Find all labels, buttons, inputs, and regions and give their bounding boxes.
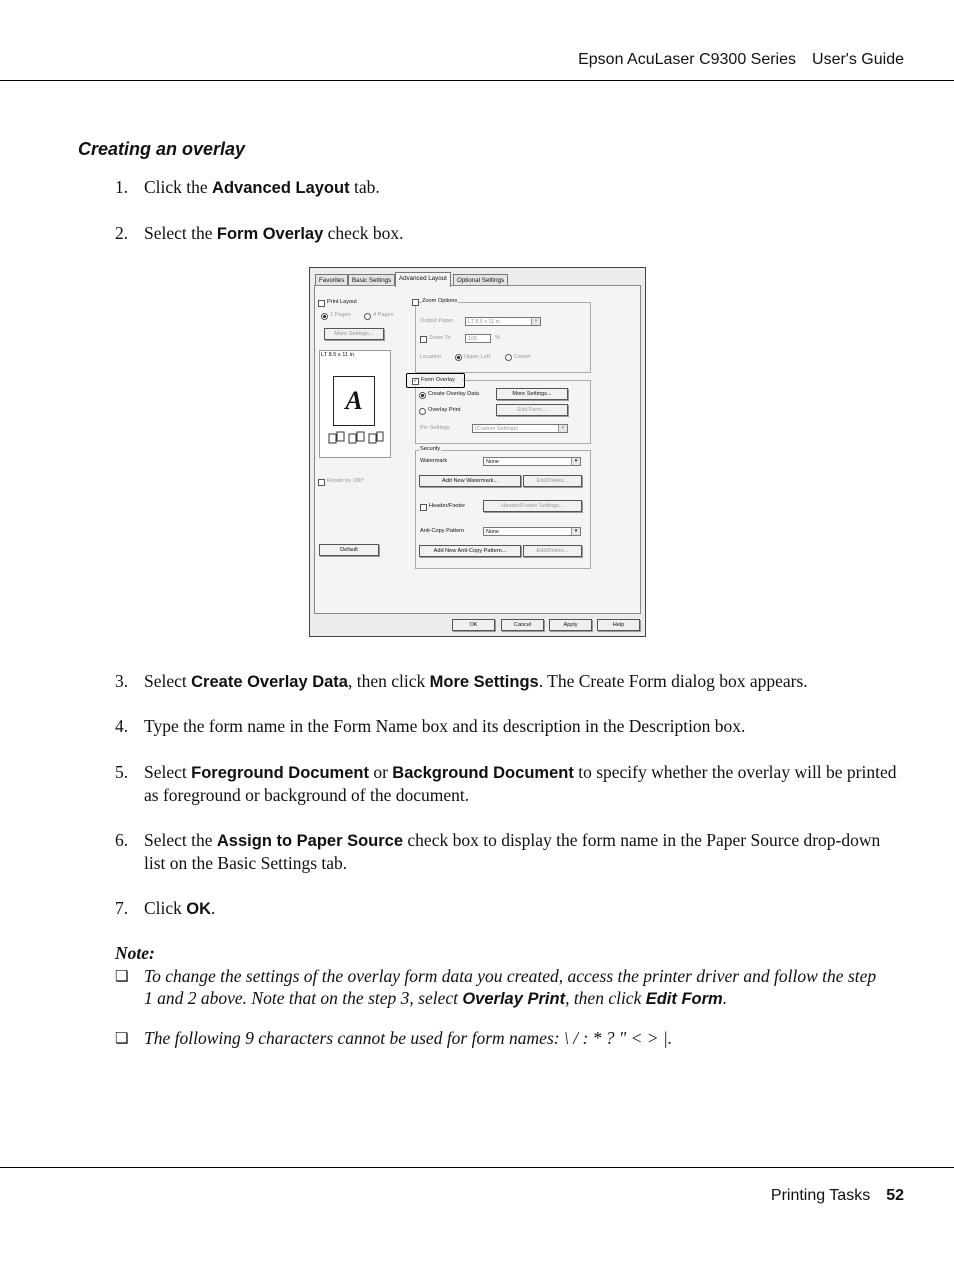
footer-section: Printing Tasks — [770, 1187, 871, 1204]
step-text: Select — [144, 762, 192, 782]
pin-settings-value: (Custom Settings) — [475, 426, 519, 432]
checkbox-bullet-icon: ❏ — [115, 967, 129, 985]
cancel-button[interactable]: Cancel — [501, 619, 544, 631]
step-number: 3. — [115, 671, 129, 691]
zoom-unit: % — [495, 335, 500, 341]
note-text: The following 9 characters cannot be used for form names: \ / : * ? " < > |. — [144, 1028, 673, 1048]
step-text: or — [368, 762, 393, 782]
edit-form-button[interactable]: Edit Form... — [496, 404, 568, 416]
step-text: , then click — [347, 671, 430, 691]
page-number: 52 — [886, 1187, 904, 1204]
note-bullet-2 — [115, 1027, 880, 1049]
step-5 — [115, 761, 905, 806]
step-number: 4. — [115, 716, 129, 736]
security-label: Security — [420, 446, 441, 452]
step-keyword: Form Overlay — [216, 225, 324, 243]
step-text: Select the — [144, 223, 217, 243]
output-paper-label: Output Paper — [420, 318, 454, 324]
tab-favorites[interactable]: Favorites — [315, 274, 348, 286]
more-settings-button[interactable]: More Settings... — [496, 388, 568, 400]
two-pages-radio[interactable] — [321, 313, 328, 320]
advanced-layout-dialog — [309, 267, 646, 637]
step-text: to specify whether the overlay will be printed as foreground or background of the document. — [144, 762, 897, 805]
step-text: Click the — [144, 177, 213, 197]
footer-rule — [0, 1167, 954, 1168]
header-product: Epson AcuLaser C9300 Series — [578, 51, 797, 68]
step-number: 1. — [115, 177, 129, 197]
zoom-options-checkbox[interactable] — [412, 299, 419, 306]
step-keyword: Background Document — [392, 764, 574, 782]
zoom-to-checkbox[interactable] — [420, 336, 427, 343]
header-footer-label: Header/Footer — [429, 503, 466, 509]
note-bullet-1 — [115, 965, 880, 1010]
header-footer-checkbox[interactable] — [420, 504, 427, 511]
step-keyword: OK — [186, 900, 212, 918]
step-keyword: Assign to Paper Source — [216, 832, 404, 850]
step-text: check box to display the form name in the Paper Source drop-down list on the Basic Settings tab. — [144, 830, 881, 873]
paper-preview — [319, 350, 391, 458]
step-keyword: Advanced Layout — [212, 179, 350, 197]
print-layout-checkbox[interactable] — [318, 300, 325, 307]
running-header — [578, 51, 904, 69]
step-number: 6. — [115, 830, 129, 850]
note-text: . — [722, 988, 728, 1008]
step-text: tab. — [349, 177, 380, 197]
apply-button[interactable]: Apply — [549, 619, 592, 631]
zoom-to-label: Zoom To — [429, 335, 451, 341]
anti-copy-edit-delete-button[interactable]: Edit/Delete... — [523, 545, 582, 557]
center-radio[interactable] — [505, 354, 512, 361]
header-rule — [0, 80, 954, 81]
dropdown-arrow-icon: ▾ — [558, 425, 567, 432]
layout-more-settings-button[interactable]: More Settings... — [324, 328, 384, 340]
note-text: , then click — [565, 988, 646, 1008]
anti-copy-value: None — [486, 529, 499, 535]
ok-button[interactable]: OK — [452, 619, 495, 631]
step-3 — [115, 670, 905, 693]
upper-left-radio[interactable] — [455, 354, 462, 361]
running-footer — [771, 1187, 904, 1205]
zoom-options-label: Zoom Options — [422, 298, 458, 304]
add-watermark-button[interactable]: Add New Watermark... — [419, 475, 521, 487]
step-text: Select — [144, 671, 192, 691]
tab-basic-settings[interactable]: Basic Settings — [348, 274, 395, 286]
output-paper-value: LT 8.5 x 11 in — [468, 319, 500, 325]
step-keyword: Create Overlay Data — [191, 673, 348, 691]
step-number: 2. — [115, 223, 129, 243]
anti-copy-label: Anti-Copy Pattern — [420, 528, 465, 534]
add-anti-copy-button[interactable]: Add New Anti-Copy Pattern... — [419, 545, 521, 557]
help-button[interactable]: Help — [597, 619, 640, 631]
step-text: Select the — [144, 830, 217, 850]
step-1 — [115, 176, 905, 199]
tab-panel — [314, 285, 641, 614]
rotate-label: Rotate by 180° — [327, 478, 365, 484]
tab-optional-settings[interactable]: Optional Settings — [453, 274, 508, 286]
four-pages-radio[interactable] — [364, 313, 371, 320]
checkbox-bullet-icon: ❏ — [115, 1029, 129, 1047]
dropdown-arrow-icon: ▾ — [571, 458, 580, 465]
step-number: 7. — [115, 898, 129, 918]
step-6 — [115, 829, 905, 874]
dropdown-arrow-icon: ▾ — [531, 318, 540, 325]
watermark-value: None — [486, 459, 499, 465]
step-text: Type the form name in the Form Name box and its description in the Description box. — [144, 716, 746, 736]
create-overlay-data-label: Create Overlay Data — [428, 391, 479, 397]
overlay-print-radio[interactable] — [419, 408, 426, 415]
form-overlay-checkbox[interactable]: ✓ — [413, 378, 418, 384]
step-7 — [115, 897, 905, 920]
watermark-edit-delete-button[interactable]: Edit/Delete... — [523, 475, 582, 487]
print-layout-label: Print Layout — [327, 299, 357, 305]
pin-settings-select[interactable] — [472, 424, 568, 433]
watermark-select[interactable] — [483, 457, 581, 466]
two-pages-label: 2 Pages — [330, 312, 351, 318]
note-text: To change the settings of the overlay form data you created, access the printer driver and follow the step 1 and 2 above. Note that on the step 3, select — [144, 966, 877, 1008]
note-keyword: Edit Form — [645, 990, 723, 1008]
step-2 — [115, 222, 905, 245]
location-label: Location — [420, 354, 442, 360]
note-keyword: Overlay Print — [462, 990, 566, 1008]
zoom-value-input[interactable]: 100 — [465, 334, 491, 343]
create-overlay-data-radio[interactable] — [419, 392, 426, 399]
step-text: . The Create Form dialog box appears. — [538, 671, 808, 691]
step-keyword: More Settings — [429, 673, 539, 691]
upper-left-label: Upper Left — [464, 354, 491, 360]
section-title: Creating an overlay — [78, 139, 246, 159]
step-4 — [115, 715, 905, 737]
step-text: . — [211, 898, 216, 918]
preview-layout-icons — [328, 431, 384, 445]
step-number: 5. — [115, 762, 129, 782]
default-button[interactable]: Default — [319, 544, 379, 556]
overlay-print-label: Overlay Print — [428, 407, 461, 413]
note-label: Note: — [115, 943, 155, 963]
form-overlay-label: Form Overlay — [421, 377, 455, 383]
dropdown-arrow-icon: ▾ — [571, 528, 580, 535]
center-label: Center — [514, 354, 531, 360]
rotate-checkbox[interactable] — [318, 479, 325, 486]
step-keyword: Foreground Document — [191, 764, 369, 782]
preview-paper-label: LT 8.5 x 11 in — [321, 352, 354, 358]
preview-letter: A — [333, 376, 375, 426]
anti-copy-select[interactable] — [483, 527, 581, 536]
header-footer-settings-button[interactable]: Header/Footer Settings... — [483, 500, 582, 512]
form-overlay-highlight — [406, 373, 465, 388]
pin-settings-label: Pin Settings — [420, 425, 450, 431]
step-text: Click — [144, 898, 187, 918]
step-text: check box. — [323, 223, 404, 243]
output-paper-select[interactable] — [465, 317, 541, 326]
header-guide: User's Guide — [812, 51, 904, 68]
tab-advanced-layout[interactable]: Advanced Layout — [395, 272, 451, 287]
four-pages-label: 4 Pages — [373, 312, 394, 318]
watermark-label: Watermark — [420, 458, 448, 464]
